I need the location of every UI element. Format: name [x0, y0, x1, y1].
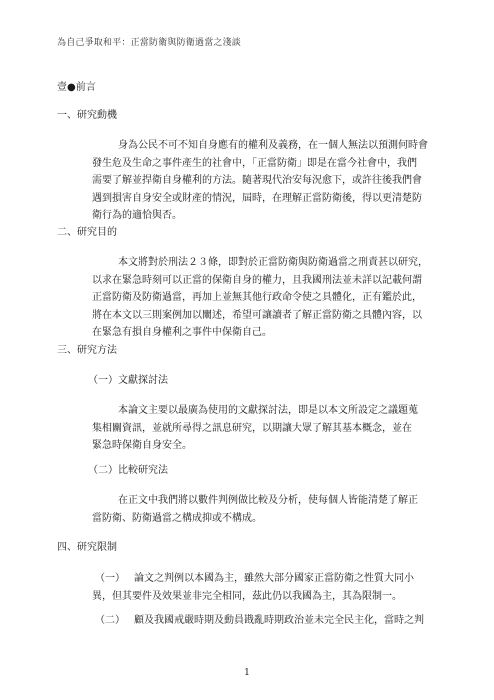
limit-2-paragraph: [92, 612, 424, 630]
text-line: 以求在緊急時刻可以正當的保衛自身的權力，且我國刑法並未詳以記載何謂: [92, 274, 422, 286]
purpose-heading: 二、研究目的: [57, 227, 117, 238]
purpose-paragraph: [92, 254, 428, 342]
text-line: 正當防衛及防衛過當，再加上並無其他行政命令使之具體化，正有鑑於此，: [92, 292, 422, 303]
text-line: 在緊急有損自身權利之事件中保衛自己。: [92, 327, 272, 338]
text-line: 異，但其要件及效果並非完全相同，茲此仍以我國為主，其為限制一。: [92, 590, 402, 602]
literature-method-paragraph: [92, 402, 418, 455]
running-header: 為自己爭取和平：正當防衛與防衛過當之淺談: [57, 38, 242, 48]
page-number: 1: [244, 668, 250, 678]
limits-heading: 四、研究限制: [57, 542, 117, 553]
motivation-paragraph: [92, 137, 428, 225]
text-line: 需要了解並捍衛自身權利的方法。隨著現代治安每況愈下，或許往後我們會: [92, 175, 422, 186]
preface-title: 壹●前言: [57, 82, 96, 93]
text-line: 集相關資訊，並就所尋得之訊息研究，以期讓大眾了解其基本概念，並在: [92, 422, 412, 434]
text-line: 身為公民不可不知自身應有的權利及義務，在一個人無法以預測何時會: [118, 140, 428, 151]
limit-1-paragraph: [92, 570, 414, 605]
limit-1-marker: （一）: [95, 573, 125, 584]
motivation-heading: 一、研究動機: [57, 110, 117, 121]
comparative-method-paragraph: [92, 492, 418, 527]
text-line: 本論文主要以最廣為使用的文獻探討法，即是以本文所設定之議題蒐: [118, 405, 418, 416]
text-line: 當防衛、防衛過當之構成抑或不構成。: [92, 512, 262, 524]
text-line: 發生危及生命之事件產生的社會中，「正當防衛」即是在當今社會中，我們: [92, 157, 417, 169]
literature-method-heading: （一）文獻探討法: [88, 375, 168, 386]
text-line: 論文之判例以本國為主，雖然大部分國家正當防衛之性質大同小: [134, 573, 414, 584]
limit-2-marker: （二）: [95, 615, 125, 626]
text-line: 顧及我國戒嚴時期及動員戡亂時期政治並未完全民主化，當時之判: [134, 615, 424, 626]
text-line: 遇到損害自身安全或財產的情況，屆時，在理解正當防衛後，得以更清楚防: [92, 192, 422, 204]
text-line: 本文將對於刑法２３條，即對於正當防衛與防衛過當之刑責甚以研究，: [118, 257, 428, 268]
text-line: 緊急時保衛自身安全。: [92, 440, 192, 451]
methods-heading: 三、研究方法: [57, 345, 117, 356]
comparative-method-heading: （二）比較研究法: [88, 465, 168, 476]
text-line: 衛行為的適恰與否。: [92, 210, 182, 221]
text-line: 在正文中我們將以數件判例做比較及分析，使每個人皆能清楚了解正: [118, 495, 418, 506]
text-line: 將在本文以三則案例加以闡述，希望可讓讀者了解正當防衛之具體內容，以: [92, 309, 422, 321]
